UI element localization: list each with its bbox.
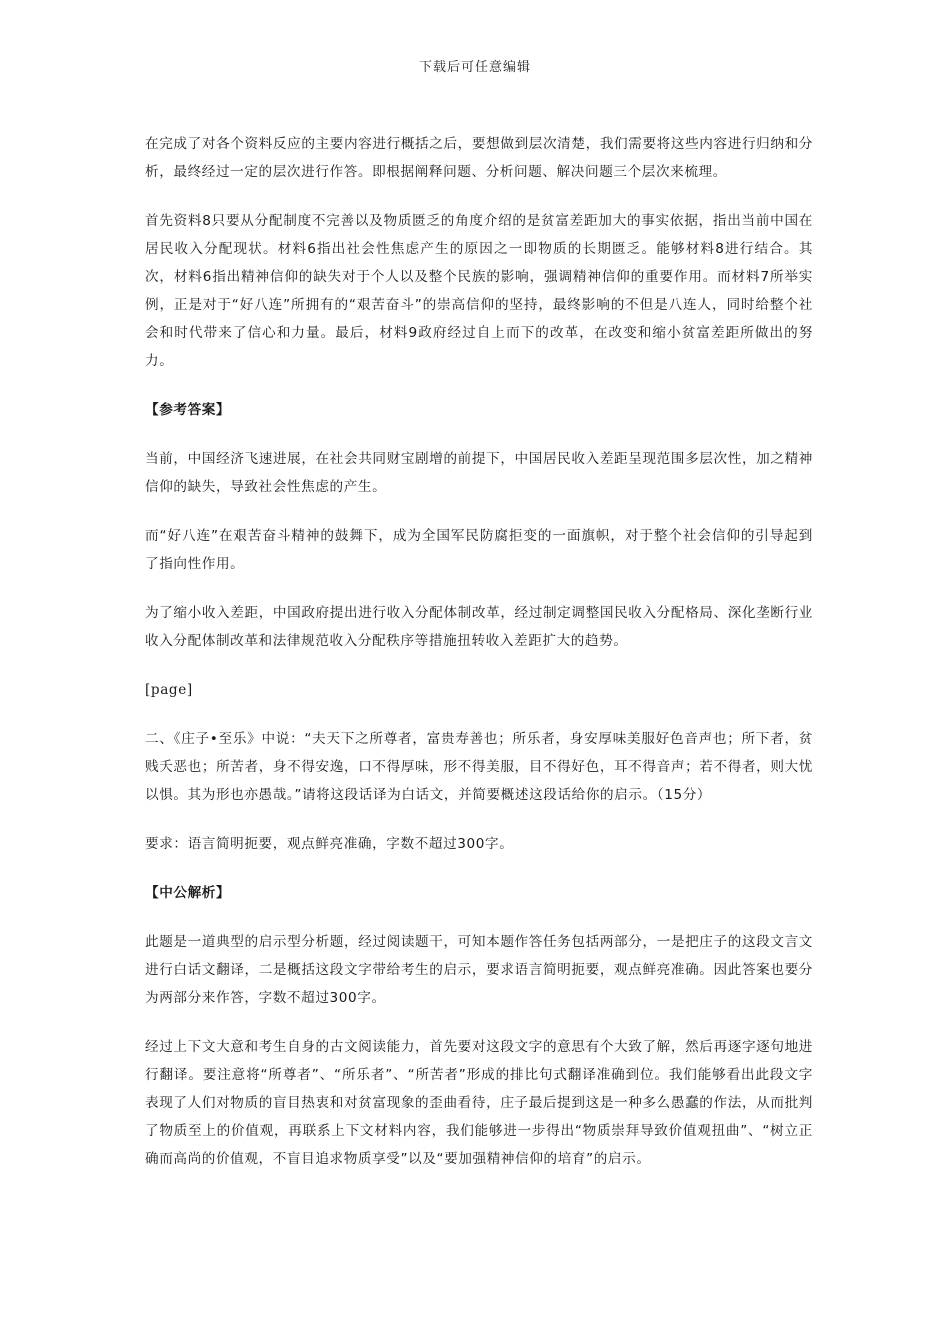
page-break-marker: [page]	[145, 682, 193, 698]
body-paragraph: 在完成了对各个资料反应的主要内容进行概括之后，要想做到层次清楚，我们需要将这些内容进行归纳和分析，最终经过一定的层次进行作答。即根据阐释问题、分析问题、解决问题三个层次来梳理。	[145, 136, 813, 180]
body-paragraph: 首先资料8只要从分配制度不完善以及物质匮乏的角度介绍的是贫富差距加大的事实依据，指出当前中国在居民收入分配现状。材料6指出社会性焦虑产生的原因之一即物质的长期匮乏。能够材料8进行结合。其次，材料6指出精神信仰的缺失对于个人以及整个民族的影响，强调精神信仰的重要作用。而材料7所举实例，正是对于“好八连”所拥有的“艰苦奋斗”的崇高信仰的坚持，最终影响的不但是八连人，同时给整个社会和时代带来了信心和力量。最后，材料9政府经过自上而下的改革，在改变和缩小贫富差距所做出的努力。	[145, 213, 813, 369]
body-paragraph: 经过上下文大意和考生自身的古文阅读能力，首先要对这段文字的意思有个大致了解，然后再逐字逐句地进行翻译。要注意将“所尊者”、“所乐者”、“所苦者”形成的排比句式翻译准确到位。我们能够看出此段文字表现了人们对物质的盲目热衷和对贫富现象的歪曲看待，庄子最后提到这是一种多么愚蠢的作法，从而批判了物质至上的价值观，再联系上下文材料内容，我们能够进一步得出“物质崇拜导致价值观扭曲”、“树立正确而高尚的价值观，不盲目追求物质享受”以及“要加强精神信仰的培育”的启示。	[145, 1039, 813, 1167]
body-paragraph: 当前，中国经济飞速进展，在社会共同财宝剧增的前提下，中国居民收入差距呈现范围多层次性，加之精神信仰的缺失，导致社会性焦虑的产生。	[145, 451, 813, 495]
question-paragraph: 二、《庄子•至乐》中说：“夫天下之所尊者，富贵寿善也；所乐者，身安厚味美服好色音声也；所下者，贫贱夭恶也；所苦者，身不得安逸，口不得厚味，形不得美服，目不得好色，耳不得音声；若不得者，则大忧以惧。其为形也亦愚哉。”请将这段话译为白话文，并简要概述这段话给你的启示。（15分）	[145, 731, 813, 803]
document-body	[145, 130, 813, 1194]
section-heading-analysis: 【中公解析】	[145, 885, 231, 901]
body-paragraph: 为了缩小收入差距，中国政府提出进行收入分配体制改革，经过制定调整国民收入分配格局、深化垄断行业收入分配体制改革和法律规范收入分配秩序等措施扭转收入差距扩大的趋势。	[145, 605, 813, 649]
body-paragraph: 而“好八连”在艰苦奋斗精神的鼓舞下，成为全国军民防腐拒变的一面旗帜，对于整个社会信仰的引导起到了指向性作用。	[145, 528, 813, 572]
requirement-paragraph: 要求：语言简明扼要，观点鲜亮准确，字数不超过300字。	[145, 836, 514, 852]
section-heading-reference-answer: 【参考答案】	[145, 402, 231, 418]
page-header: 下载后可任意编辑	[418, 60, 531, 75]
body-paragraph: 此题是一道典型的启示型分析题，经过阅读题干，可知本题作答任务包括两部分，一是把庄子的这段文言文进行白话文翻译，二是概括这段文字带给考生的启示，要求语言简明扼要，观点鲜亮准确。因此答案也要分为两部分来作答，字数不超过300字。	[145, 934, 813, 1006]
